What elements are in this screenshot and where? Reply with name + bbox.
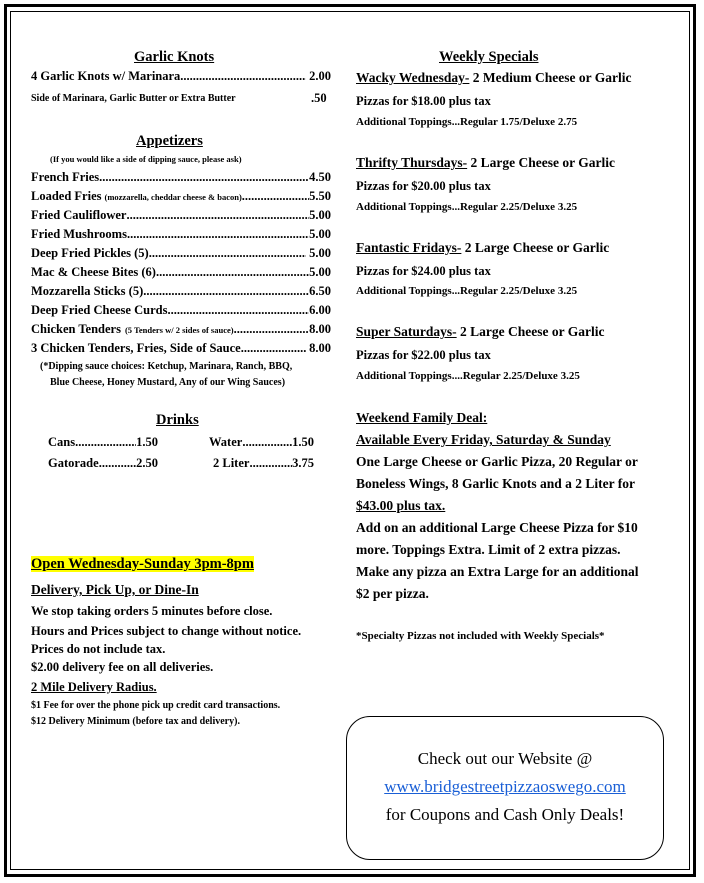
item-price: 2.50 bbox=[136, 456, 158, 470]
info-line: We stop taking orders 5 minutes before close. bbox=[31, 604, 273, 618]
family-deal-line: Add on an additional Large Cheese Pizza for $10 bbox=[356, 520, 638, 535]
item-price: 5.00 bbox=[309, 246, 331, 260]
website-callout bbox=[346, 716, 664, 860]
dipping-sauce-note: (*Dipping sauce choices: Ketchup, Marinara, Ranch, BBQ, bbox=[40, 361, 293, 372]
item-name: 2 Liter bbox=[213, 456, 250, 470]
item-name: French Fries bbox=[31, 170, 100, 184]
drinks-heading: Drinks bbox=[156, 412, 199, 428]
item-price: 5.50 bbox=[309, 189, 331, 203]
special-name: Super Saturdays- bbox=[356, 324, 457, 339]
special-toppings: Additional Toppings....Regular 2.25/Deluxe 3.25 bbox=[356, 370, 580, 382]
fee-note: $1 Fee for over the phone pick up credit card transactions. bbox=[31, 700, 281, 711]
item-name: 3 Chicken Tenders, Fries, Side of Sauce bbox=[31, 341, 241, 355]
item-name: Water bbox=[209, 435, 243, 449]
item-name: Side of Marinara, Garlic Butter or Extra Butter bbox=[31, 93, 236, 104]
menu-item bbox=[31, 265, 331, 280]
menu-item bbox=[31, 170, 331, 185]
item-name: Gatorade bbox=[48, 456, 99, 470]
delivery-radius: 2 Mile Delivery Radius. bbox=[31, 680, 157, 694]
specialty-pizza-note: *Specialty Pizzas not included with Weekly Specials* bbox=[356, 630, 605, 642]
family-deal-line: One Large Cheese or Garlic Pizza, 20 Regular or bbox=[356, 454, 638, 469]
weekly-specials-heading: Weekly Specials bbox=[439, 49, 539, 65]
special-toppings: Additional Toppings...Regular 2.25/Deluxe 3.25 bbox=[356, 201, 578, 213]
item-name: Deep Fried Pickles (5) bbox=[31, 246, 149, 260]
special-price: Pizzas for $22.00 plus tax bbox=[356, 348, 491, 362]
special-name: Wacky Wednesday- bbox=[356, 70, 470, 85]
family-deal-line: $2 per pizza. bbox=[356, 586, 429, 601]
special-toppings: Additional Toppings...Regular 1.75/Deluxe 2.75 bbox=[356, 116, 578, 128]
item-price: 2.00 bbox=[309, 69, 331, 83]
item-price: 6.00 bbox=[309, 303, 331, 317]
delivery-options: Delivery, Pick Up, or Dine-In bbox=[31, 582, 199, 597]
special-price: Pizzas for $18.00 plus tax bbox=[356, 94, 491, 108]
menu-item-side-sauce bbox=[31, 93, 236, 104]
drink-item bbox=[209, 435, 314, 450]
item-price: 5.00 bbox=[309, 208, 331, 222]
item-name: Chicken Tenders bbox=[31, 322, 121, 336]
item-name: Fried Cauliflower bbox=[31, 208, 127, 222]
item-price: .50 bbox=[311, 91, 327, 105]
item-price: 3.75 bbox=[292, 456, 314, 470]
special-saturday-title bbox=[356, 324, 605, 340]
family-deal-line: Make any pizza an Extra Large for an additional bbox=[356, 564, 639, 579]
appetizers-note: (If you would like a side of dipping sauce, please ask) bbox=[50, 154, 242, 164]
fee-note: $12 Delivery Minimum (before tax and delivery). bbox=[31, 716, 240, 727]
item-price: 8.00 bbox=[309, 341, 331, 355]
special-toppings: Additional Toppings...Regular 2.25/Deluxe 3.25 bbox=[356, 285, 578, 297]
menu-item bbox=[31, 246, 331, 261]
special-name: Thrifty Thursdays- bbox=[356, 155, 468, 170]
item-detail: (5 Tenders w/ 2 sides of sauce) bbox=[124, 325, 234, 335]
family-deal-line: more. Toppings Extra. Limit of 2 extra pizzas. bbox=[356, 542, 621, 557]
item-name: 4 Garlic Knots w/ Marinara bbox=[31, 69, 181, 83]
special-name: Fantastic Fridays- bbox=[356, 240, 462, 255]
item-price: 1.50 bbox=[136, 435, 158, 449]
menu-item bbox=[31, 208, 331, 223]
item-name: Mac & Cheese Bites (6) bbox=[31, 265, 156, 279]
item-name: Mozzarella Sticks (5) bbox=[31, 284, 144, 298]
website-callout-line: for Coupons and Cash Only Deals! bbox=[385, 805, 625, 824]
menu-item bbox=[31, 303, 331, 318]
special-thursday-title bbox=[356, 155, 615, 171]
garlic-knots-heading: Garlic Knots bbox=[134, 49, 215, 65]
item-name: Deep Fried Cheese Curds bbox=[31, 303, 168, 317]
open-hours-banner bbox=[31, 556, 254, 573]
special-desc: 2 Large Cheese or Garlic bbox=[467, 155, 615, 170]
menu-item bbox=[31, 322, 331, 337]
special-friday-title bbox=[356, 240, 609, 256]
menu-item bbox=[31, 341, 331, 356]
special-price: Pizzas for $24.00 plus tax bbox=[356, 264, 491, 278]
menu-item bbox=[31, 189, 331, 204]
special-price: Pizzas for $20.00 plus tax bbox=[356, 179, 491, 193]
website-callout-line: Check out our Website @ bbox=[417, 749, 593, 768]
info-line: Hours and Prices subject to change without notice. bbox=[31, 624, 302, 638]
special-desc: 2 Large Cheese or Garlic bbox=[461, 240, 610, 255]
menu-item-garlic-knots bbox=[31, 69, 331, 84]
item-name: Fried Mushrooms bbox=[31, 227, 127, 241]
info-line: $2.00 delivery fee on all deliveries. bbox=[31, 660, 214, 674]
item-price: 4.50 bbox=[309, 170, 331, 184]
open-hours-text: Open Wednesday-Sunday 3pm-8pm bbox=[31, 556, 254, 572]
menu-item bbox=[31, 284, 331, 299]
item-detail: (mozzarella, cheddar cheese & bacon) bbox=[104, 192, 242, 202]
family-deal-line: Boneless Wings, 8 Garlic Knots and a 2 Liter for bbox=[356, 476, 636, 491]
drink-item bbox=[213, 456, 314, 471]
item-price: 8.00 bbox=[309, 322, 331, 336]
special-desc: 2 Medium Cheese or Garlic bbox=[469, 70, 632, 85]
item-price: 1.50 bbox=[292, 435, 314, 449]
family-deal-availability: Available Every Friday, Saturday & Sunday bbox=[356, 432, 611, 447]
item-price: 5.00 bbox=[309, 265, 331, 279]
website-link[interactable]: www.bridgestreetpizzaoswego.com bbox=[384, 777, 626, 796]
dipping-sauce-note: Blue Cheese, Honey Mustard, Any of our Wing Sauces) bbox=[50, 377, 286, 388]
family-deal-heading: Weekend Family Deal: bbox=[356, 410, 488, 425]
item-name: Cans bbox=[48, 435, 76, 449]
family-deal-price: $43.00 plus tax. bbox=[356, 498, 446, 513]
special-wednesday-title bbox=[356, 70, 632, 86]
appetizers-heading: Appetizers bbox=[136, 133, 203, 149]
drink-item bbox=[48, 456, 158, 471]
item-price: 6.50 bbox=[309, 284, 331, 298]
info-line: Prices do not include tax. bbox=[31, 642, 166, 656]
item-name: Loaded Fries bbox=[31, 189, 102, 203]
drink-item bbox=[48, 435, 158, 450]
menu-item bbox=[31, 227, 331, 242]
item-price: 5.00 bbox=[309, 227, 331, 241]
special-desc: 2 Large Cheese or Garlic bbox=[456, 324, 605, 339]
